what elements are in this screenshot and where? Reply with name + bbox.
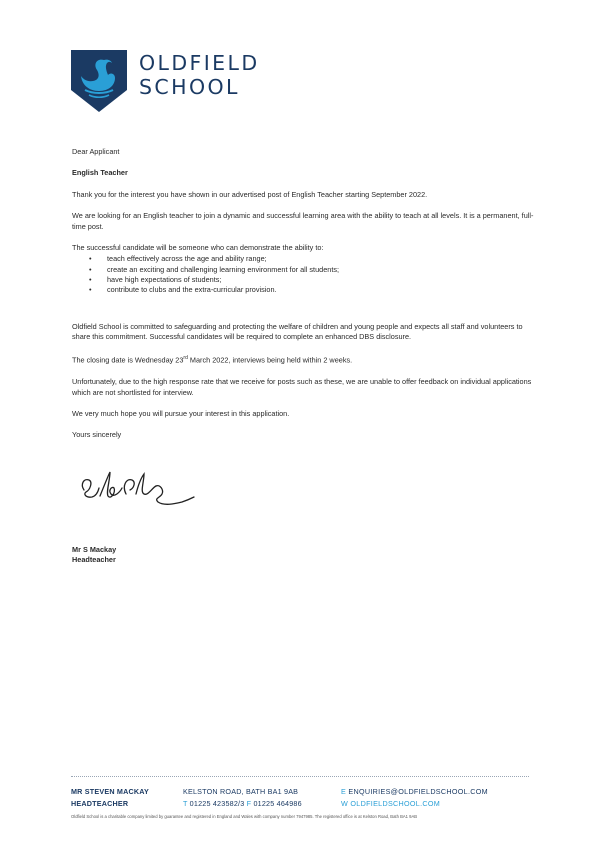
subject-line: English Teacher	[72, 168, 128, 178]
footer-address-column	[183, 786, 302, 809]
paragraph-safeguarding: Oldfield School is committed to safeguarding and protecting the welfare of children and young people and expects all staff and volunteers to share this commitment. Successful candidates will be required to complete an enhanced DBS disclosure.	[72, 321, 523, 342]
footer-head-column	[71, 786, 149, 809]
bullet-icon: •	[89, 285, 92, 295]
list-item: • create an exciting and challenging learning environment for all students;	[89, 264, 340, 274]
footer-phones: T 01225 423582/3 F 01225 464986	[183, 798, 302, 808]
school-name-line2: SCHOOL	[139, 75, 240, 99]
list-item: • teach effectively across the age and ability range;	[89, 254, 267, 264]
paragraph-hope: We very much hope you will pursue your interest in this application.	[72, 409, 290, 419]
letter-body	[72, 147, 534, 441]
paragraph-role: We are looking for an English teacher to join a dynamic and successful learning area with the ability to teach at all levels. It is a permanent, full-time post.	[72, 211, 534, 231]
footer-head-name: MR STEVEN MACKAY	[71, 787, 150, 796]
list-item: • have high expectations of students;	[89, 275, 222, 285]
signer-title: Headteacher	[72, 555, 116, 565]
legal-notice: Oldfield School is a charitable company limited by guarantee and registered in England and Wales with company number 7947985. The registered office is at Kelston Road, Bath BA1 9AB	[71, 814, 418, 819]
list-item: • contribute to clubs and the extra-curricular provision.	[89, 285, 277, 295]
paragraph-feedback: Unfortunately, due to the high response rate that we receive for posts such as these, we are unable to offer feedback on individual applications which are not shortlisted for interview.	[72, 377, 532, 397]
footer-email[interactable]: E ENQUIRIES@OLDFIELDSCHOOL.COM	[341, 787, 488, 796]
greeting: Dear Applicant	[72, 147, 120, 156]
bullet-icon: •	[89, 264, 92, 274]
swan-crest-icon	[71, 50, 127, 112]
footer-contact-column	[341, 786, 488, 809]
bullet-icon: •	[89, 275, 92, 285]
paragraph-requirements-intro: The successful candidate will be someone who can demonstrate the ability to:	[72, 243, 324, 253]
footer-divider	[71, 776, 529, 777]
signer-name: Mr S Mackay	[72, 545, 117, 554]
school-logo	[71, 50, 260, 112]
paragraph-interest: Thank you for the interest you have shown in our advertised post of English Teacher starting September 2022.	[72, 189, 428, 199]
school-wordmark	[139, 51, 260, 99]
footer-website[interactable]: W OLDFIELDSCHOOL.COM	[341, 798, 441, 808]
bullet-icon: •	[89, 254, 92, 264]
signoff: Yours sincerely	[72, 430, 122, 440]
school-name-line1: OLDFIELD	[139, 51, 260, 75]
paragraph-closing-date: The closing date is Wednesday 23rd March 2022, interviews being held within 2 weeks.	[72, 355, 353, 365]
footer-head-title: HEADTEACHER	[71, 798, 129, 808]
handwritten-signature	[78, 464, 198, 514]
footer-address: KELSTON ROAD, BATH BA1 9AB	[183, 787, 299, 796]
requirements-list	[72, 254, 534, 295]
signer-block	[72, 545, 116, 566]
